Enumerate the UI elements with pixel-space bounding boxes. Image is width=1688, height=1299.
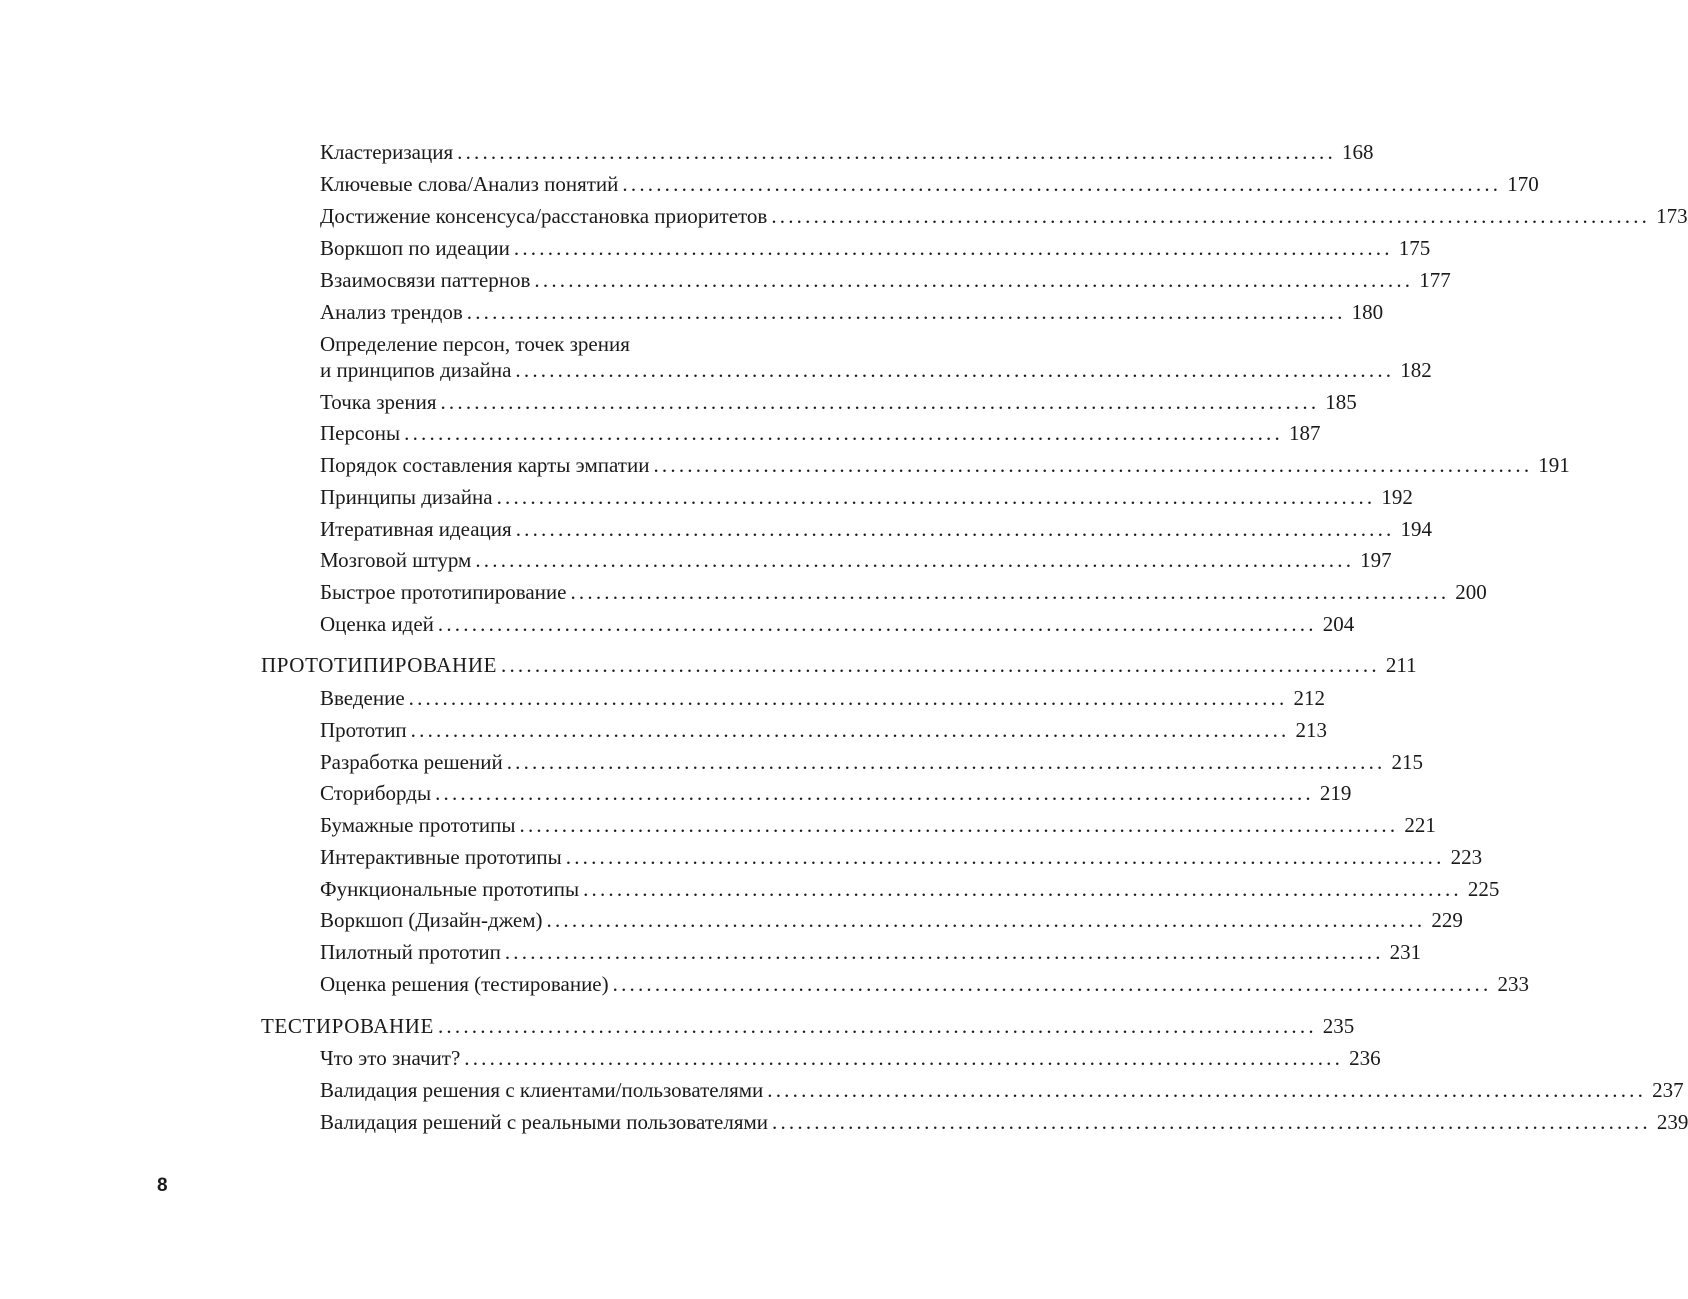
- toc-entry[interactable]: [320, 136, 1374, 168]
- toc-entry[interactable]: [320, 544, 1392, 576]
- toc-entry-title: Ключевые слова/Анализ понятий: [320, 172, 619, 196]
- toc-entry[interactable]: [320, 481, 1413, 513]
- toc-entry-title: Сториборды: [320, 781, 432, 805]
- toc-section-testing[interactable]: [261, 1010, 1355, 1042]
- toc-leader: ........................................................................................................: [464, 1046, 1344, 1070]
- toc-entry-title: Быстрое прототипирование: [320, 580, 567, 604]
- toc-entry-page: 168: [1341, 140, 1374, 164]
- toc-entry-title: Анализ трендов: [320, 300, 463, 324]
- toc-entry-title: Оценка решения (тестирование): [320, 972, 609, 996]
- toc-leader: ........................................................................................................: [515, 358, 1395, 382]
- toc-leader: ........................................................................................................: [506, 750, 1386, 774]
- toc-entry-page: 225: [1467, 877, 1500, 901]
- toc-entry-title: Разработка решений: [320, 750, 503, 774]
- toc-entry-title-line2: и принципов дизайна: [320, 358, 512, 382]
- toc-entry-page: 229: [1431, 908, 1463, 932]
- toc-leader: ........................................................................................................: [435, 781, 1314, 805]
- page-number: 8: [157, 1175, 168, 1196]
- toc-entry[interactable]: [320, 1106, 1688, 1138]
- toc-entry-title: Валидация решения с клиентами/пользователями: [320, 1078, 764, 1102]
- toc-entry[interactable]: [320, 777, 1352, 809]
- toc-leader: ........................................................................................................: [501, 653, 1380, 677]
- toc-entry-title: Бумажные прототипы: [320, 813, 516, 837]
- toc-entry-title: Пилотный прототип: [320, 940, 501, 964]
- toc-section-title: ПРОТОТИПИРОВАНИЕ: [261, 653, 498, 677]
- toc-entry-title: Что это значит?: [320, 1046, 461, 1070]
- toc-leader: ........................................................................................................: [546, 908, 1426, 932]
- toc-entry[interactable]: [320, 200, 1688, 232]
- toc-leader: ........................................................................................................: [534, 268, 1414, 292]
- toc-leader: ........................................................................................................: [404, 421, 1283, 445]
- toc-entry[interactable]: [320, 608, 1355, 640]
- toc-entry[interactable]: [320, 714, 1327, 746]
- toc-entry-page: 175: [1398, 236, 1431, 260]
- toc-entry-page: 212: [1293, 686, 1325, 710]
- toc-entry-title: Функциональные прототипы: [320, 877, 580, 901]
- toc-section-page: 211: [1385, 653, 1417, 677]
- toc-entry-title: Кластеризация: [320, 140, 454, 164]
- toc-entry-page: 177: [1419, 268, 1451, 292]
- toc-section-page: 235: [1322, 1014, 1355, 1038]
- toc-entry-page: 185: [1325, 390, 1357, 414]
- toc-entry-page: 191: [1538, 453, 1570, 477]
- toc-leader: ........................................................................................................: [515, 517, 1395, 541]
- toc-leader: ........................................................................................................: [771, 204, 1651, 228]
- toc-leader: ........................................................................................................: [496, 485, 1376, 509]
- toc-leader: ........................................................................................................: [408, 686, 1288, 710]
- toc-entry[interactable]: [320, 232, 1431, 264]
- toc-entry-page: 197: [1360, 548, 1392, 572]
- toc-leader: ........................................................................................................: [767, 1078, 1647, 1102]
- toc-entry-page: 231: [1389, 940, 1422, 964]
- toc-entry[interactable]: [320, 168, 1539, 200]
- toc-leader: ........................................................................................................: [570, 580, 1450, 604]
- toc-entry[interactable]: [320, 449, 1570, 481]
- toc-entry-page: 170: [1507, 172, 1539, 196]
- toc-entry-page: 215: [1391, 750, 1423, 774]
- toc-entry[interactable]: [320, 513, 1433, 545]
- toc-entry-title: Взаимосвязи паттернов: [320, 268, 531, 292]
- toc-section-title: ТЕСТИРОВАНИЕ: [261, 1014, 434, 1038]
- toc-leader: ........................................................................................................: [612, 972, 1492, 996]
- toc-entry-title: Воркшоп по идеации: [320, 236, 510, 260]
- toc-entry[interactable]: [320, 1074, 1684, 1106]
- toc-entry-title: Валидация решений с реальными пользователями: [320, 1110, 769, 1134]
- toc-entry[interactable]: [320, 968, 1529, 1000]
- toc-entry-title: Персоны: [320, 421, 401, 445]
- toc-entry-page: 187: [1288, 421, 1321, 445]
- toc-entry[interactable]: [320, 417, 1321, 449]
- toc-entry[interactable]: [320, 386, 1357, 418]
- toc-entry-page: 180: [1351, 300, 1384, 324]
- toc-leader: ........................................................................................................: [653, 453, 1533, 477]
- toc-entry-title: Прототип: [320, 718, 407, 742]
- toc-entry[interactable]: [320, 264, 1451, 296]
- toc-entry-title: Интерактивные прототипы: [320, 845, 562, 869]
- toc-leader: ........................................................................................................: [772, 1110, 1651, 1134]
- toc-entry[interactable]: [320, 682, 1325, 714]
- toc-leader: ........................................................................................................: [622, 172, 1502, 196]
- toc-entry-title: Принципы дизайна: [320, 485, 493, 509]
- toc-entry-page: 204: [1322, 612, 1355, 636]
- toc-leader: ........................................................................................................: [565, 845, 1445, 869]
- toc-entry-page: 173: [1656, 204, 1688, 228]
- toc-entry-page: 237: [1652, 1078, 1684, 1102]
- toc-entry[interactable]: [320, 904, 1463, 936]
- toc-leader: ........................................................................................................: [457, 140, 1336, 164]
- toc-entry[interactable]: [320, 296, 1384, 328]
- toc-entry-title: Точка зрения: [320, 390, 437, 414]
- toc-entry-page: 192: [1381, 485, 1413, 509]
- toc-entry-page: 233: [1497, 972, 1529, 996]
- toc-leader: ........................................................................................................: [513, 236, 1393, 260]
- toc-leader: ........................................................................................................: [583, 877, 1462, 901]
- toc-entry-title: Введение: [320, 686, 405, 710]
- toc-entry[interactable]: [320, 354, 1432, 386]
- toc-entry-page: 236: [1349, 1046, 1381, 1070]
- toc-entry[interactable]: [320, 1042, 1381, 1074]
- toc-entry[interactable]: [320, 576, 1487, 608]
- toc-entry-page: 219: [1319, 781, 1352, 805]
- toc-entry[interactable]: [320, 936, 1422, 968]
- toc-entry[interactable]: [320, 873, 1500, 905]
- toc-entry[interactable]: [320, 841, 1483, 873]
- toc-entry[interactable]: [320, 809, 1436, 841]
- toc-entry-page: 223: [1450, 845, 1483, 869]
- toc-section-prototyping[interactable]: [261, 649, 1417, 681]
- toc-leader: ........................................................................................................: [437, 1014, 1317, 1038]
- toc-entry-page: 200: [1455, 580, 1487, 604]
- toc-entry-title: Оценка идей: [320, 612, 434, 636]
- toc-entry-title: Итеративная идеация: [320, 517, 512, 541]
- toc-leader: ........................................................................................................: [519, 813, 1399, 837]
- toc-entry-title: Воркшоп (Дизайн-джем): [320, 908, 543, 932]
- toc-leader: ........................................................................................................: [475, 548, 1355, 572]
- toc-leader: ........................................................................................................: [504, 940, 1384, 964]
- toc-entry-title: Достижение консенсуса/расстановка приоритетов: [320, 204, 768, 228]
- toc-entry-title-line1[interactable]: Определение персон, точек зрения: [320, 332, 630, 356]
- toc-entry-page: 221: [1404, 813, 1436, 837]
- toc-leader: ........................................................................................................: [410, 718, 1290, 742]
- toc-leader: ........................................................................................................: [437, 612, 1317, 636]
- toc-entry[interactable]: [320, 746, 1423, 778]
- toc-leader: ........................................................................................................: [440, 390, 1320, 414]
- toc-entry-title: Мозговой штурм: [320, 548, 472, 572]
- toc-entry-page: 239: [1656, 1110, 1688, 1134]
- toc-entry-page: 182: [1400, 358, 1432, 382]
- toc-entry-title: Порядок составления карты эмпатии: [320, 453, 650, 477]
- toc-entry-page: 213: [1295, 718, 1327, 742]
- toc-leader: ........................................................................................................: [466, 300, 1346, 324]
- toc-entry-page: 194: [1400, 517, 1433, 541]
